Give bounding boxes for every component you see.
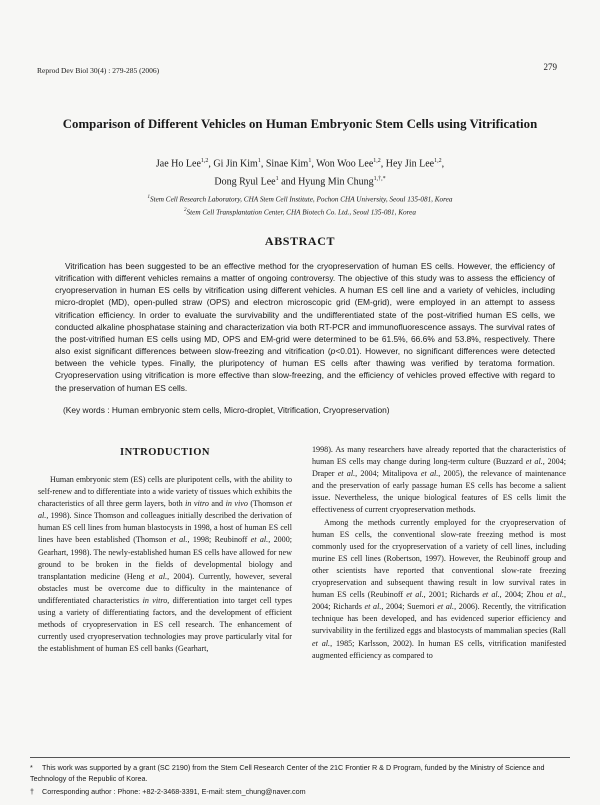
author-affil-mark: 1 [257,158,261,164]
footnote-text: Corresponding author : Phone: +82-2-3468-3391, E-mail: stem_chung@naver.com [42,787,306,796]
author-separator: and [278,176,299,188]
author-separator: , [208,158,214,170]
footnote-corresponding [30,786,570,797]
abstract-body [55,260,555,394]
affiliation-mark: 1 [147,195,151,200]
author-name: Sinae Kim [265,158,309,170]
author-separator: , [380,158,386,170]
introduction-heading: INTRODUCTION [119,447,210,458]
affiliation-1 [40,192,560,206]
abstract-heading: ABSTRACT [264,234,336,248]
abstract-text: Vitrification has been suggested to be an effective method for the cryopreservation of human ES cells. However, the efficiency of vitrification with different vehicles remains a matter of ongoing controversy. The objective of this study was to assess the efficiency of cryopreservation in human ES cells by vitrification using different vehicles. A human ES cell line and a variety of vehicles, including micro-droplet (MD), open-pulled straw (OPS) and electron microscopic grid (EM-grid), were employed in an attempt to assess vitrification efficiency. In order to evaluate the survivability and the undifferentiated state of the post-vitrified human ES cells, we conducted alkaline phosphatase staining and characterization via both RT-PCR and immunofluorescence assays. The survival rates of the post-vitrified human ES cells using MD, OPS and EM-grid were determined to be 61.5%, 66.6% and 53.8%, respectively. There also exist significant differences between slow-freezing and vitrification (p<0.01). However, no significant differences were detected between the vehicle types. Finally, the pluripotency of human ES cells after thawing was verified by teratoma formation. Cryopreservation using vitrification is more effective than slow-freezing, and the efficiency of vehicles proved effective with regard to the preservation of human ES cells. [55,261,555,393]
author-name: Won Woo Lee [316,158,374,170]
author-affil-mark: 1 [275,176,279,182]
author-affil-mark: 1,2 [200,158,209,164]
author-affil-mark: 1,2 [373,158,381,164]
affiliation-mark: 2 [184,208,187,213]
author-affil-mark: 1,†,* [373,176,386,182]
author-name: Gi Jin Kim [213,158,258,170]
affiliation-text: Stem Cell Transplantation Center, CHA Biotech Co. Ltd., Seoul 135-081, Korea [186,208,416,217]
footnote-divider [30,757,570,758]
footnote-funding [30,762,570,784]
affiliation-2 [40,205,560,219]
footnote-text: This work was supported by a grant (SC 2190) from the Stem Cell Research Center of the 21C Frontier R & D Program, funded by the Ministry of Science and Technology of the Republic of Korea. [30,763,545,783]
author-separator: , [441,158,445,170]
author-name: Jae Ho Lee [155,158,201,170]
article-title: Comparison of Different Vehicles on Human Embryonic Stem Cells using Vitrification [62,117,538,131]
author-name: Hyung Min Chung [298,176,374,188]
journal-reference: Reprod Dev Biol 30(4) : 279-285 (2006) [37,66,160,75]
author-line-2 [40,171,560,190]
intro-paragraph: Among the methods currently employed for the cryopreservation of human ES cells, the conventional slow-rate freezing method is most commonly used for the cryopreservation of a variety of cell lines, including murine ES cell lines (Robertson, 1997). However, the Reubinoff group and other scientists have reported that conventional slow-rate freezing cryopreservation and subsequent thawing result in low survival rates in human ES cells (Reubinoff et al., 2001; Richards et al., 2004; Zhou et al., 2004; Richards et al., 2004; Suemori et al., 2006). Recently, the vitrification technique has been developed, and has evidenced superior efficiency and survivability in the fertilized eggs and blastocysts of mammalian species (Rall et al., 1985; Karlsson, 2002). In human ES cells, vitrification manifested augmented efficiency as compared to [312,517,567,660]
intro-right-column [312,444,566,662]
footnote-mark: * [30,763,33,772]
author-name: Dong Ryul Lee [214,176,276,188]
author-affil-mark: 1 [308,158,312,164]
footnote-mark: † [30,787,34,796]
author-separator: , [311,158,317,170]
intro-left-column [38,474,292,655]
author-line-1 [40,153,560,172]
author-separator: , [260,158,266,170]
author-name: Hey Jin Lee [385,158,435,170]
keywords: (Key words : Human embryonic stem cells, Micro-droplet, Vitrification, Cryopreservation) [63,405,390,415]
affiliation-text: Stem Cell Research Laboratory, CHA Stem Cell Institute, Pochon CHA University, Seoul 135-081, Korea [150,195,453,204]
page-number: 279 [543,62,557,72]
intro-paragraph: 1998). As many researchers have already reported that the characteristics of human ES cells may change during long-term culture (Buzzard et al., 2004; Draper et al., 2004; Mitalipova et al., 2005), the relevance of maintenance and the preservation of early passage human ES cells has become a salient issue. Nevertheless, the unique biological features of ES cells limit the effectiveness of current cryopreservation methods. [312,445,567,515]
author-affil-mark: 1,2 [434,158,442,164]
intro-paragraph: Human embryonic stem (ES) cells are pluripotent cells, with the ability to self-renew and to differentiate into a wide variety of tissues which exhibits the characteristics of all three germ layers, both in vitro and in vivo (Thomson et al., 1998). Since Thomson and colleagues initially described the derivation of human ES cell lines from human blastocysts in 1998, a host of human ES cell lines have been established (Thomson et al., 1998; Reubinoff et al., 2000; Gearhart, 1998). The newly-established human ES cells have allowed for new ground to be broken in the fields of developmental biology and transplantation medicine (Heng et al., 2004). Currently, however, several obstacles must be overcome due to difficulty in the maintenance of undifferentiated characteristics in vitro, differentiation into target cell types using a variety of differentiating factors, and the development of efficient methods of cryopreservation in ES cell research. The enhancement of currently used cryopreservation technologies may prove particularly vital for the establishment of human ES cell banks (Gearhart, [38,475,293,654]
